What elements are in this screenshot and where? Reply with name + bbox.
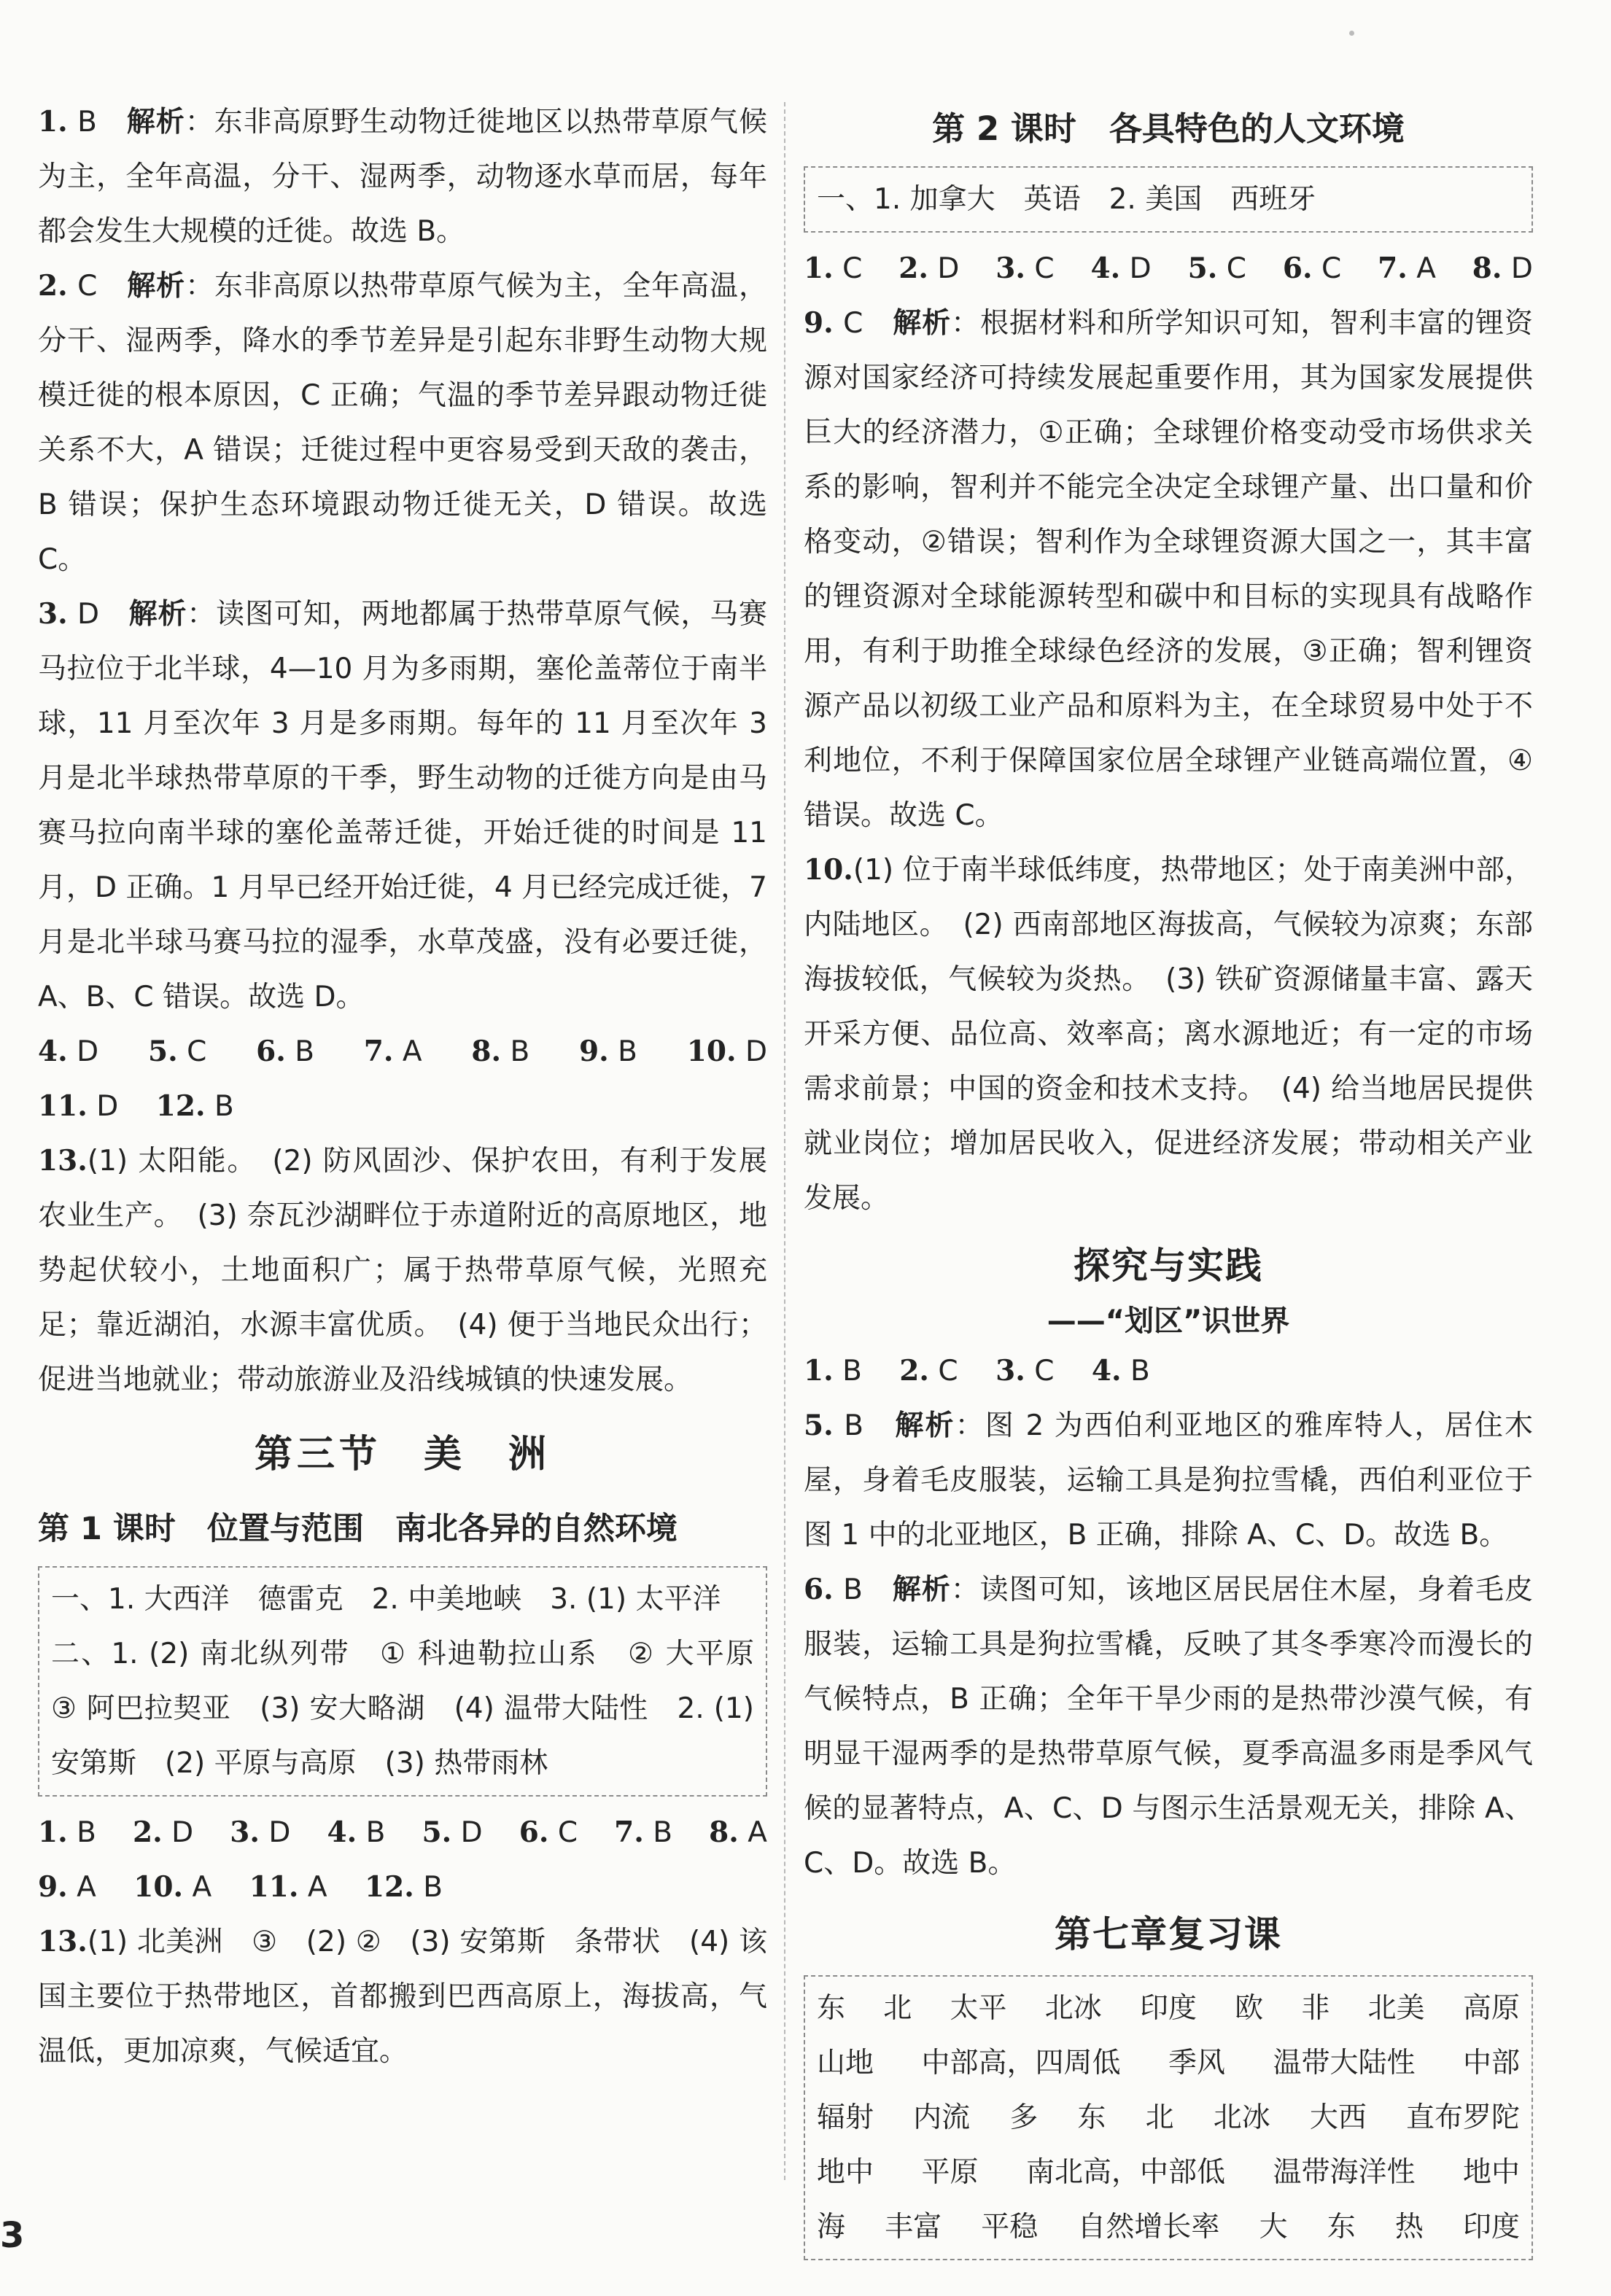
mc-item: 12. B: [364, 1870, 443, 1904]
answer-q9: 9. C 解析：根据材料和所学知识可知，智利丰富的锂资源对国家经济可持续发展起重要作用，其为国家发展提供巨大的经济潜力，①正确；全球锂价格变动受市场供求关系的影响，智利并不能完全决定全球锂产量、出口量和价格变动，②错误；智利作为全球锂资源大国之一，其丰富的锂资源对全球能源转型和碳中和目标的实现具有战略作用，有利于助推全球绿色经济的发展，③正确；智利锂资源产品以初级工业产品和原料为主，在全球贸易中处于不利地位，不利于保障国家位居全球锂产业链高端位置，④错误。故选 C。: [804, 306, 1533, 832]
scan-dot: [1349, 31, 1354, 36]
fill-in-box-2: [804, 166, 1533, 233]
mc-item: 3. C: [995, 1354, 1055, 1388]
review-cell: 内流: [913, 2101, 971, 2134]
mc-item: 11. A: [249, 1870, 327, 1904]
review-cell: 直布罗陀: [1405, 2101, 1520, 2134]
fill-in-box: [38, 1566, 783, 1797]
review-cell: 平稳: [981, 2211, 1039, 2244]
review-cell: 多: [1009, 2101, 1039, 2134]
mc-item: 4. D: [38, 1035, 99, 1068]
review-cell: 地中: [817, 2156, 874, 2189]
answers-11-12: [38, 1079, 767, 1134]
box-line-1: 一、1. 大西洋 德雷克 2. 中美地峡 3. (1) 太平洋: [51, 1583, 721, 1616]
mc-item: 1. B: [38, 1816, 96, 1849]
review-cell: 北美: [1367, 1992, 1425, 2025]
mc-item: 3. D: [230, 1816, 291, 1849]
review-cell: 辐射: [817, 2101, 874, 2134]
review-row: [817, 1981, 1520, 2036]
review-cell: 东: [1327, 2211, 1356, 2244]
mc-item: 1. B: [804, 1354, 862, 1388]
practice-subtitle: ——“划区”识世界: [1047, 1304, 1290, 1338]
box2-line: 一、1. 加拿大 英语 2. 美国 西班牙: [817, 183, 1316, 216]
lesson1-title: 第 1 课时 位置与范围 南北各异的自然环境: [38, 1511, 678, 1547]
mc-item: 9. A: [38, 1870, 96, 1904]
answer-q13b: 13.(1) 北美洲 ③ (2) ② (3) 安第斯 条带状 (4) 该国主要位于热带地区，首都搬到巴西高原上，海拔高，气温低，更加凉爽，气候适宜。: [38, 1925, 767, 2068]
review-row: [817, 2036, 1520, 2090]
mc-item: 4. D: [1090, 252, 1152, 285]
review-cell: 中部高，四周低: [921, 2047, 1121, 2079]
review-cell: 中部: [1462, 2047, 1520, 2079]
mc-item: 2. D: [898, 252, 960, 285]
mc-item: 2. D: [132, 1816, 194, 1849]
review-cell: 东: [1077, 2101, 1106, 2134]
mc-item: 11. D: [38, 1089, 119, 1123]
review-cell: 非: [1301, 1992, 1330, 2025]
answer-q5: 5. B 解析：图 2 为西伯利亚地区的雅库特人，居住木屋，身着毛皮服装，运输工具是狗拉雪橇，西伯利亚位于图 1 中的北亚地区，B 正确，排除 A、C、D。故选 B。: [804, 1409, 1533, 1552]
practice-title: 探究与实践: [1074, 1245, 1263, 1287]
box-line-2: 二、1. (2) 南北纵列带 ① 科迪勒拉山系 ② 大平原 ③ 阿巴拉契亚 (3) 安大略湖 (4) 温带大陆性 2. (1) 安第斯 (2) 平原与高原 (3) 热带雨林: [51, 1638, 783, 1780]
review-cell: 印度: [1139, 1992, 1197, 2025]
mc-item: 5. D: [422, 1816, 483, 1849]
mc-item: 7. A: [1378, 252, 1436, 285]
review-cell: 海: [817, 2211, 846, 2244]
mc-item: 6. C: [519, 1816, 578, 1849]
review-cell: 大: [1259, 2211, 1288, 2244]
mc-item: 8. B: [471, 1035, 530, 1068]
review-cell: 大西: [1309, 2101, 1367, 2134]
review-box: [804, 1975, 1533, 2260]
mc-item: 8. A: [709, 1816, 767, 1849]
mc-item: 7. A: [363, 1035, 422, 1068]
mc-item: 8. D: [1472, 252, 1533, 285]
mc-item: 2. C: [899, 1354, 958, 1388]
answer-q2: 2. C 解析：东非高原以热带草原气候为主，全年高温，分干、湿两季，降水的季节差异是引起东非野生动物大规模迁徙的根本原因，C 正确；气温的季节差异跟动物迁徙关系不大，A 错误；迁徙过程中更容易受到天敌的袭击，B 错误；保护生态环境跟动物迁徙无关，D 错误。故选 C。: [38, 269, 767, 576]
review-row: [817, 2090, 1520, 2145]
review-cell: 温带海洋性: [1273, 2156, 1416, 2189]
review-cell: 平原: [921, 2156, 979, 2189]
review-row: [817, 2145, 1520, 2200]
mc-item: 10. A: [133, 1870, 212, 1904]
review-cell: 热: [1394, 2211, 1424, 2244]
mc-item: 9. B: [579, 1035, 637, 1068]
review-cell: 印度: [1462, 2211, 1520, 2244]
review-cell: 北: [883, 1992, 912, 2025]
answer-q13: 13.(1) 太阳能。 (2) 防风固沙、保护农田，有利于发展农业生产。 (3) 奈瓦沙湖畔位于赤道附近的高原地区，地势起伏较小，土地面积广；属于热带草原气候，光照充足；靠近湖泊，水源丰富优质。 (4) 便于当地民众出行；促进当地就业；带动旅游业及沿线城镇的快速发展。: [38, 1144, 767, 1396]
review-cell: 南北高，中部低: [1025, 2156, 1225, 2189]
review-cell: 丰富: [885, 2211, 942, 2244]
answers-1-8: [38, 1805, 767, 1860]
mc-item: 5. C: [1187, 252, 1246, 285]
section-title: 第三节 美 洲: [254, 1433, 551, 1476]
column-divider: [784, 102, 785, 2180]
review-cell: 自然增长率: [1077, 2211, 1220, 2244]
mc-item: 4. B: [1091, 1354, 1150, 1388]
mc-item: 7. B: [614, 1816, 673, 1849]
mc-item: 5. C: [147, 1035, 207, 1068]
right-column: [804, 95, 1533, 2269]
answer-q10: 10.(1) 位于南半球低纬度，热带地区；处于南美洲中部，内陆地区。 (2) 西南部地区海拔高，气候较为凉爽；东部海拔较低，气候较为炎热。 (3) 铁矿资源储量丰富、露天开采方便、品位高、效率高；离水源地近；有一定的市场需求前景；中国的资金和技术支持。 (4) 给当地居民提供就业岗位；增加居民收入，促进经济发展；带动相关产业发展。: [804, 853, 1533, 1215]
answers-1-8-right: [804, 241, 1533, 296]
review-row: [817, 2200, 1520, 2254]
lesson2-title: 第 2 课时 各具特色的人文环境: [932, 109, 1405, 148]
review-title: 第七章复习课: [1055, 1913, 1282, 1956]
mc-item: 1. C: [804, 252, 863, 285]
review-cell: 高原: [1462, 1992, 1520, 2025]
review-cell: 北冰: [1213, 2101, 1270, 2134]
mc-item: 12. B: [155, 1089, 234, 1123]
page-number: 3: [0, 2215, 25, 2256]
review-cell: 东: [817, 1992, 846, 2025]
mc-item: 6. C: [1282, 252, 1342, 285]
review-cell: 温带大陆性: [1273, 2047, 1416, 2079]
mc-item: 4. B: [327, 1816, 386, 1849]
left-column: [38, 95, 783, 2079]
mc-item: 3. C: [995, 252, 1055, 285]
answers-9-12: [38, 1860, 767, 1915]
review-cell: 季风: [1168, 2047, 1225, 2079]
answers-4-10: [38, 1024, 767, 1079]
review-cell: 地中: [1462, 2156, 1520, 2189]
answer-q1: 1. B 解析：东非高原野生动物迁徙地区以热带草原气候为主，全年高温，分干、湿两季，动物逐水草而居，每年都会发生大规模的迁徙。故选 B。: [38, 105, 767, 248]
review-cell: 北冰: [1044, 1992, 1102, 2025]
review-cell: 欧: [1235, 1992, 1264, 2025]
review-cell: 山地: [817, 2047, 874, 2079]
review-cell: 太平: [950, 1992, 1007, 2025]
mc-item: 6. B: [256, 1035, 314, 1068]
practice-answers-1-4: [804, 1344, 1533, 1398]
review-cell: 北: [1145, 2101, 1174, 2134]
mc-item: 10. D: [686, 1035, 767, 1068]
answer-q6: 6. B 解析：读图可知，该地区居民居住木屋，身着毛皮服装，运输工具是狗拉雪橇，反映了其冬季寒冷而漫长的气候特点，B 正确；全年干旱少雨的是热带沙漠气候，有明显干湿两季的是热带草原气候，夏季高温多雨是季风气候的显著特点，A、C、D 与图示生活景观无关，排除 A、C、D。故选 B。: [804, 1573, 1533, 1880]
answer-q3: 3. D 解析：读图可知，两地都属于热带草原气候，马赛马拉位于北半球，4—10 月为多雨期，塞伦盖蒂位于南半球，11 月至次年 3 月是多雨期。每年的 11 月至次年 3 月是北半球热带草原的干季，野生动物的迁徙方向是由马赛马拉向南半球的塞伦盖蒂迁徙，开始迁徙的时间是 11 月，D 正确。1 月早已经开始迁徙，4 月已经完成迁徙，7 月是北半球马赛马拉的湿季，水草茂盛，没有必要迁徙，A、B、C 错误。故选 D。: [38, 597, 767, 1013]
